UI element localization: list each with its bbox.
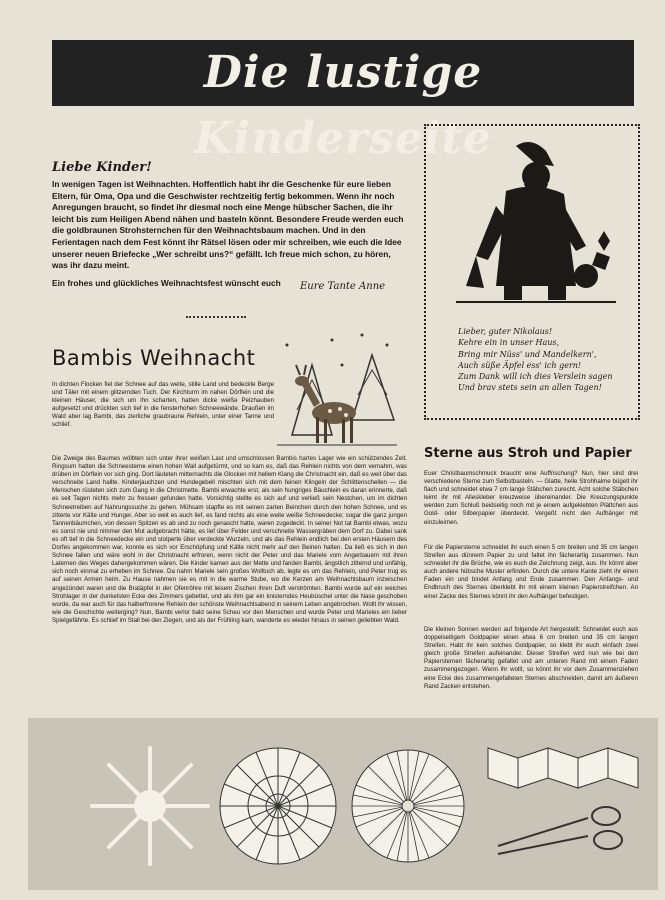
page-title: Die lustige Kinderseite (194, 47, 492, 164)
poem-line: Auch süße Äpfel ess' ich gern! (458, 360, 582, 370)
title-banner (52, 40, 634, 164)
letter-body: In wenigen Tagen ist Weihnachten. Hoffentlich habt ihr die Geschenke für eure lieben Eltern, für Oma, Opa und die Geschwister rechtzeitig fertig bekommen. Wenn ihr noch Anregungen braucht, so findet ihr diesmal noch eine Menge hübscher Sachen, die ihr leicht bis zum Heiligen Abend nähen und basteln könnt. Besondere Freude werden euch die goldbraunen Strohsternchen für den Weihnachtsbaum machen. Und in den Ferientagen nach dem Fest könnt ihr Rätsel lösen oder mir schreiben, wie euch die Idee unserer neuen Briefecke „Wer schreibt uns?“ gefällt. Ich freue mich schon, zu hören, was ihr dazu meint. (52, 179, 404, 271)
story-body-top: In dichten Flocken fiel der Schnee auf das weite, stille Land und bedeckte Berge und Täler mit einem glitzernden Tuch. Der Kirchturm im nahen Dörflein und die kleinen Häuser, die sich um ihn scharten, hatten dicke weiße Pelzhauben aufgesetzt und drückten sich tief in die fensterhohen Schneewände. Draußen im Wald aber lag Bambi, das zierliche graubraune Rehlein, unter einer Tanne und schlief. (52, 381, 274, 429)
poem-line: Und brav stets sein an allen Tagen! (458, 383, 602, 393)
straw-star-illustration (92, 748, 208, 864)
paper-star-illustration (220, 748, 336, 864)
poem-line: Kehre ein in unser Haus, (458, 338, 560, 348)
craft-paragraph-1: Euer Christbaumschmuck braucht eine Auffrischung? Nun, hier sind drei verschiedene Sterne zum Selbstbasteln. — Glatte, helle Strohhalme bügelt ihr flach und schneidet etwa 7 cm lange Stäbchen zurecht. Acht solche Stäbchen leimt ihr mit Alleskleber kreuzweise übereinander. Die Kreuzungspunkte werden zum Schluß beidseitig noch mit je einem aufgeklebten Plättchen aus Gold- oder Silberpapier überdeckt. Vergeßt nicht den Aufhänger mit einzuleimen. (424, 470, 638, 526)
letter-greeting: Liebe Kinder! (52, 160, 152, 175)
folded-strip-illustration (488, 748, 638, 788)
craft-paragraph-2: Für die Papiersterne schneidet ihr euch einen 5 cm breiten und 35 cm langen Streifen aus dünnem Papier zu und faltet ihn fächerartig zusammen. Nun schneidet ihr die Brüche, wie es euch die Zeichnung zeigt, aus. Ihr könnt aber auch andere hübsche Muster erfinden. Durch die untere Kante zieht ihr einen Faden ein und bindet Anfang und Ende zusammen. Den Anfangs- und Endbruch des Sternes überklebt ihr mit einem kleinen Papierstreifchen. An einer Zacke des Sternes könnt ihr den Aufhänger befestigen. (424, 544, 638, 600)
story-title: Bambis Weihnacht (52, 346, 256, 370)
craft-title: Sterne aus Stroh und Papier (424, 446, 632, 461)
scissors-illustration (498, 807, 622, 854)
poem-text (458, 326, 630, 394)
letter-signature: Eure Tante Anne (300, 281, 386, 292)
poem-line: Bring mir Nüss' und Mandelkern', (458, 349, 597, 359)
deer-illustration (272, 325, 402, 455)
craft-paragraph-3: Die kleinen Sonnen werden auf folgende Art hergestellt: Schneidet euch aus doppelseitigem Goldpapier einen etwa 6 cm breiten und 35 cm langen Streifen. Habt ihr kein solches Goldpapier, so klebt ihr euch einfach zwei gleich große Streifen aufeinander. Dieser Streifen wird nun wie bei den Papiersternen fächerartig gefaltet und am unteren Rand mit einem Faden zusammengezogen. Wenn ihr wollt, so könnt ihr vor dem Zusammenziehen eine Ecke des zusammengefalteten Sternes abschneiden, damit am äußeren Rand Zacken entstehen. (424, 626, 638, 690)
letter-signoff: Ein frohes und glückliches Weihnachtsfest wünscht euch (52, 278, 281, 288)
santa-illustration (436, 136, 626, 316)
letter-section (52, 160, 404, 272)
sun-rosette-illustration (352, 750, 464, 862)
craft-illustrations (28, 718, 658, 890)
divider-ornament (186, 316, 246, 322)
story-body: Die Zweige des Baumes wölbten sich unter ihrer weißen Last und umschlossen Bambis hartes Lager wie ein schützendes Zelt. Ringsum hatten die Schneesterne einen hohen Wall aufgetürmt, und so kam es, daß das Rehlein nichts von dem vernahm, was drüben im Dörflein vor sich ging. Dort läuteten mitternachts die Glocken mit hellem Klang die Christnacht ein, daß es weit über das verschneite Land hallte. Kinderjauchzen und Hundegebell mischten sich mit dem feinen Klingeln der Schlittenschellen — die Menschen rüsteten sich zum Gang in die Christmette. Bambi erwachte erst, als sein hungriges Bäuchlein es daran erinnerte, daß es seit Tagen nichts mehr zu fressen gefunden hatte. Vorsichtig stellte es sich auf und verließ sein Nestchen, um im dichten Schneetreiben auf Nahrungssuche zu gehen. Mühsam stapfte es mit seinen zarten Beinchen durch den hohen Schnee, und es zitterte vor Kälte und Hunger. Aber so weit es auch lief, es fand nichts als eine weite weiße Schneedecke; sogar die ganz jungen Tannenbäumchen, von dessen Spitzen es ab und zu noch genascht hatte, waren zugedeckt. In seiner Not tat Bambi etwas, wozu es sonst nie und nimmer den Mut aufgebracht hätte, es lief über Felder und verschneite Wassergräben dem Dorf zu. Dabei sank es oft tief in die Schneedecke ein und stolperte über verdeckte Wurzeln, und als das Rehlein endlich bei den ersten Häusern des Dorfes angekommen war, konnte es sich vor Erschöpfung und Kälte nicht mehr auf den Beinen halten. Da ließ es sich in den Schnee fallen und wäre wohl in der Christnacht erfroren, wenn nicht der Peter und das Mariele vom Angerbauern mit ihren Laternen des Weges dahergekommen wären. Die Kinder kamen aus der Mette und fanden Bambi, ängstlich zitternd und unfähig, sich noch einmal zu erheben im Schnee. Da nahm Mariele sein großes Wolltuch ab, legte es um das Rehlein, und Peter trug es auf seinen Armen heim. Zu Hause nahmen sie es mit in die warme Stube, wo die Kerzen am Weihnachtsbaum inzwischen angezündet waren und die Bratäpfel in der Ofenröhre mit leisem Zischen ihren Duft verströmten. Bambi wurde auf ein weiches Strohlager in der dunkelsten Ecke des Zimmers gebettet, und als ihm gar ein knisterndes Heubüschel unter die Nase geschoben wurde, da war auch für das halberfrorene Rehlein der schönste Weihnachtsabend in seinem Leben angebrochen. Wollt ihr wissen, wie die Geschichte weiterging? Nun, Bambi verlor bald seine Scheu vor den Menschen und wurde Peter und Marieles ein lieber Spielgefährte. Es schlief im Stall bei den Ziegen, und als der Frühling kam, wanderte es wieder hinaus in seinen geliebten Wald. (52, 455, 407, 624)
craft-illustrations-svg (28, 718, 658, 890)
poem-line: Zum Dank will ich dies Verslein sagen (458, 372, 613, 382)
poem-line: Lieber, guter Nikolaus! (458, 327, 553, 336)
